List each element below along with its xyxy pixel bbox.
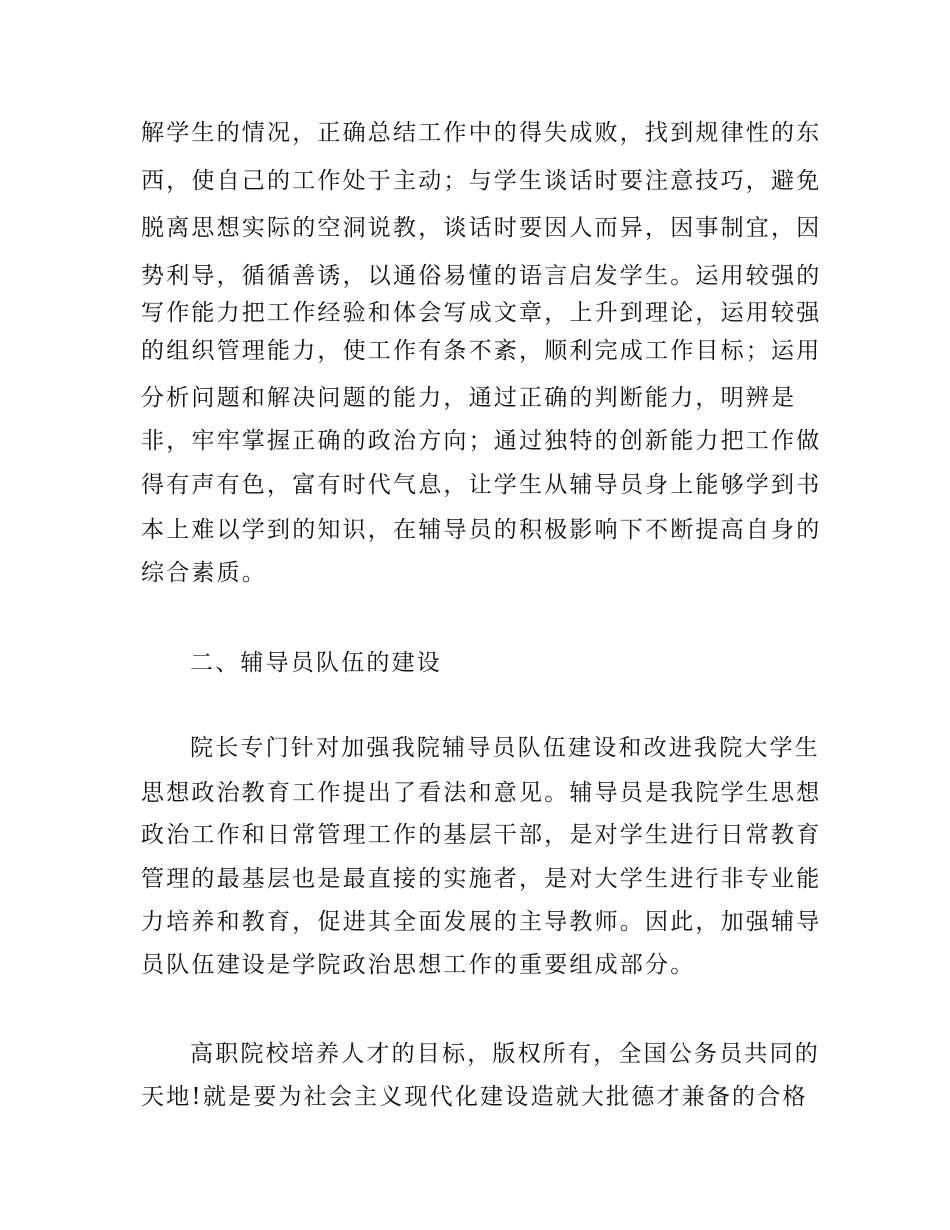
paragraph-1-line-10: 本上难以学到的知识，在辅导员的积极影响下不断提高自身的 — [141, 517, 822, 543]
paragraph-2-line-6: 员队伍建设是学院政治思想工作的重要组成部分。 — [141, 952, 696, 978]
paragraph-1-line-5: 写作能力把工作经验和体会写成文章，上升到理论，运用较强 — [141, 300, 822, 326]
paragraph-1-line-9: 得有声有色，富有时代气息，让学生从辅导员身上能够学到书 — [141, 472, 822, 498]
paragraph-1-line-4: 势利导，循循善诱，以通俗易懂的语言启发学生。运用较强的 — [141, 263, 822, 289]
paragraph-2-line-5: 力培养和教育，促进其全面发展的主导教师。因此，加强辅导 — [141, 909, 822, 935]
paragraph-1-line-11: 综合素质。 — [141, 560, 267, 586]
paragraph-2-line-4: 管理的最基层也是最直接的实施者，是对大学生进行非专业能 — [141, 866, 822, 892]
paragraph-1-line-6: 的组织管理能力，使工作有条不紊，顺利完成工作目标；运用 — [141, 338, 822, 364]
section-heading: 二、辅导员队伍的建设 — [190, 650, 442, 676]
paragraph-3-line-2: 天地!就是要为社会主义现代化建设造就大批德才兼备的合格 — [141, 1084, 808, 1110]
paragraph-1-line-7: 分析问题和解决问题的能力，通过正确的判断能力，明辨是 — [141, 385, 797, 411]
paragraph-1-line-1: 解学生的情况，正确总结工作中的得失成败，找到规律性的东 — [141, 120, 822, 146]
paragraph-2-line-2: 思想政治教育工作提出了看法和意见。辅导员是我院学生思想 — [141, 780, 822, 806]
paragraph-2-line-3: 政治工作和日常管理工作的基层干部，是对学生进行日常教育 — [141, 822, 822, 848]
paragraph-1-line-2: 西，使自己的工作处于主动；与学生谈话时要注意技巧，避免 — [141, 168, 822, 194]
paragraph-3-line-1: 高职院校培养人才的目标，版权所有，全国公务员共同的 — [190, 1041, 820, 1067]
paragraph-2-line-1: 院长专门针对加强我院辅导员队伍建设和改进我院大学生 — [190, 735, 820, 761]
paragraph-1-line-8: 非，牢牢掌握正确的政治方向；通过独特的创新能力把工作做 — [141, 428, 822, 454]
paragraph-1-line-3: 脱离思想实际的空洞说教，谈话时要因人而异，因事制宜，因 — [141, 215, 822, 241]
